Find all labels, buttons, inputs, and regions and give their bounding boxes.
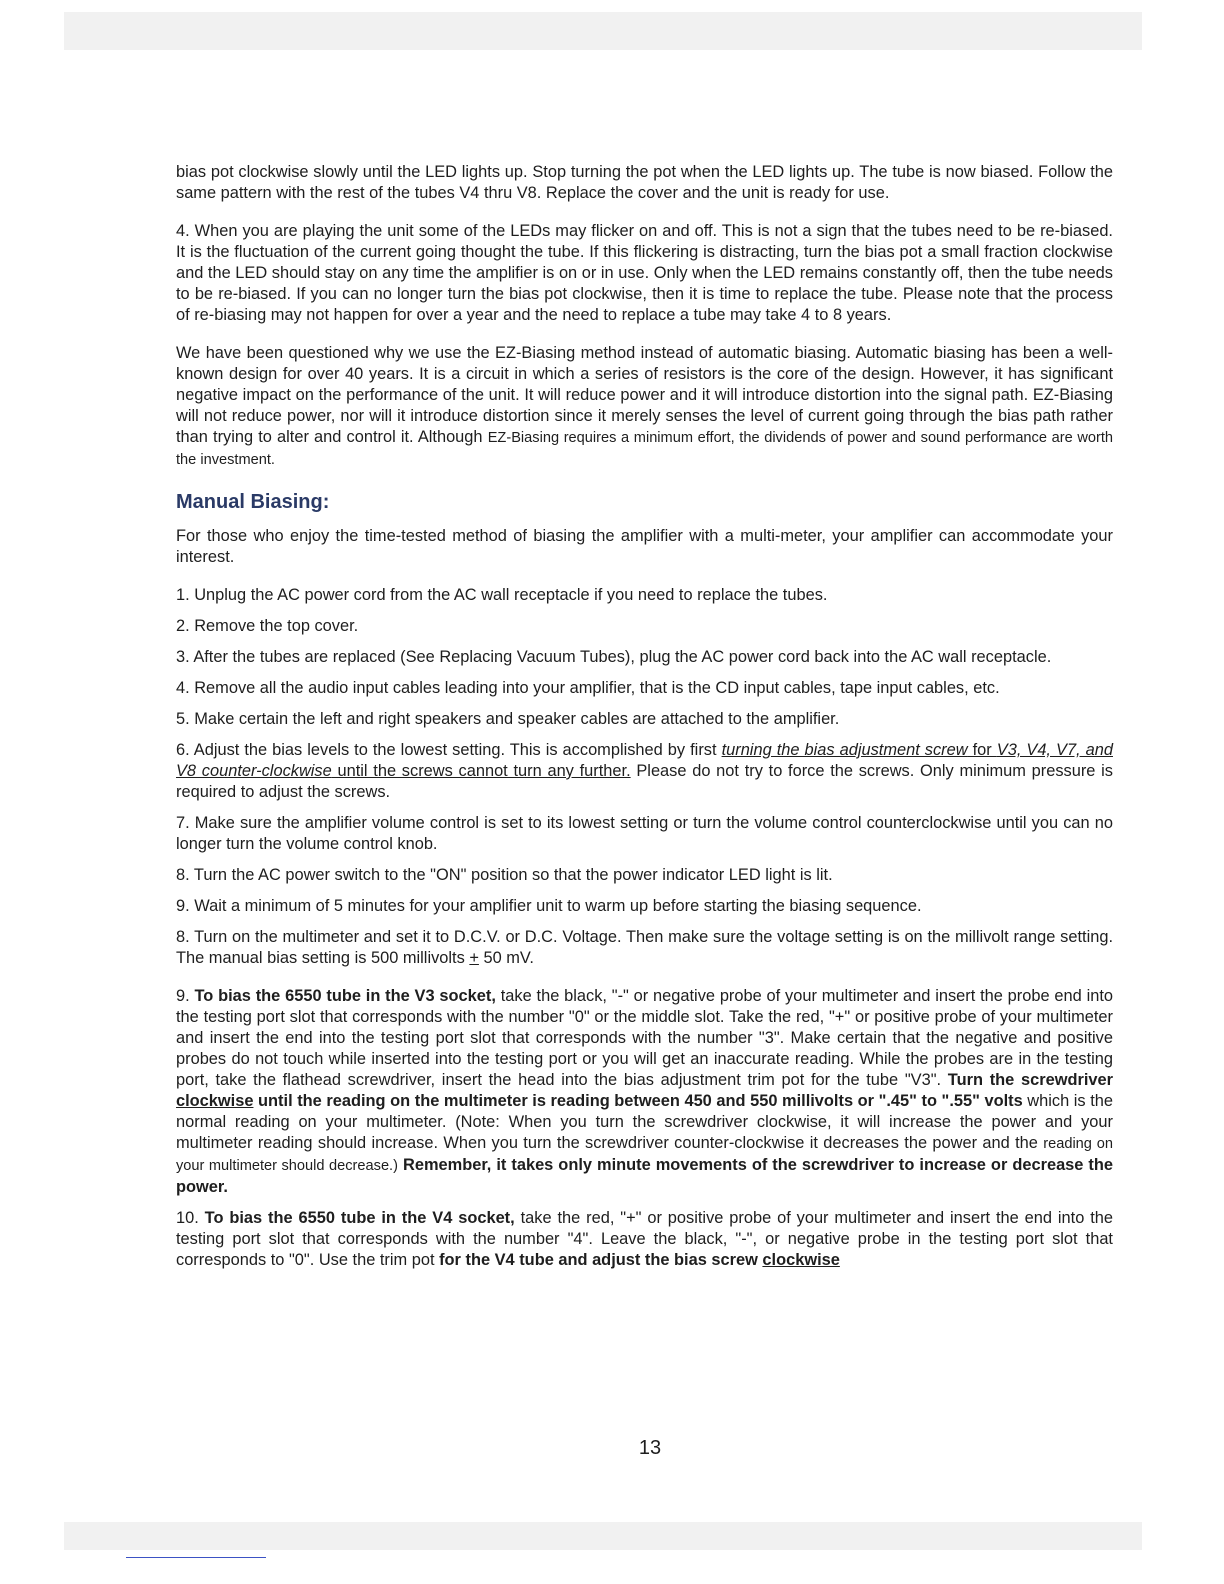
step-9-bias-v3-text: take the black, "-" or negative probe of your multimeter and insert the probe end into the testing port slot that corresponds with the number "0" or the middle slot. Take the red, "+" or positive probe of your multimeter and insert the end into the testing port slot that corresponds with the number "3". Make certain that the negative and positive probes do not touch while inserted into the testing port or you will get an inaccurate reading. While the probes are in the testing port, take the flathead screwdriver, insert the head into the bias adjustment trim pot for the tube "V3". (176, 987, 1114, 1089)
step-6-text-end: Please do not try to force the screws. Only minimum pressure is required to adjust the screws. (176, 762, 1113, 801)
step-6-emphasis-tubes: V3, V4, V7, and V8 counter-clockwise (176, 741, 1113, 780)
document-body (176, 162, 1113, 1271)
step-8-multimeter (176, 927, 1113, 969)
step-10-bias-v4-adjust: for the V4 tube and adjust the bias screw (439, 1251, 763, 1269)
step-8-multimeter-text: 8. Turn on the multimeter and set it to D.C.V. or D.C. Voltage. Then make sure the voltage setting is on the millivolt range setting. The manual bias setting is 500 millivolts (176, 928, 1113, 967)
page-number: 13 (638, 1437, 662, 1459)
step-9-bias-v3-turn: Turn the screwdriver (947, 1071, 1114, 1089)
step-9-bias-v3-clockwise: clockwise (176, 1092, 254, 1110)
step-5: 5. Make certain the left and right speakers and speaker cables are attached to the amplifier. (176, 710, 840, 728)
footer-rule (126, 1557, 266, 1558)
paragraph-led-flicker: 4. When you are playing the unit some of the LEDs may flicker on and off. This is not a sign that the tubes need to be re-biased. It is the fluctuation of the current going thought the tube. If this flickering is distracting, turn the bias pot a small fraction clockwise and the LED should stay on any time the amplifier is on or in use. Only when the LED remains constantly off, then the tube needs to be re-biased. If you can no longer turn the bias pot clockwise, then it is time to replace the tube. Please note that the process of re-biasing may not happen for over a year and the need to replace a tube may take 4 to 8 years. (176, 222, 1113, 324)
step-9-bias-v3-note-end: reading on your multimeter should decrease.) (176, 1136, 1113, 1174)
step-6-text: 6. Adjust the bias levels to the lowest setting. This is accomplished by first (176, 741, 722, 759)
step-9-bias-v3-note: which is the normal reading on your multimeter. (Note: When you turn the screwdriver clockwise, it will increase the power and your multimeter reading should increase. When you turn the screwdriver counter-clockwise it decreases the power and the (176, 1092, 1113, 1152)
step-9-bias-v3 (176, 986, 1113, 1198)
step-6 (176, 740, 1113, 803)
plus-minus-symbol: + (469, 949, 479, 967)
step-6-for: for (967, 741, 997, 759)
step-4: 4. Remove all the audio input cables leading into your amplifier, that is the CD input cables, tape input cables, etc. (176, 679, 1000, 697)
step-2: 2. Remove the top cover. (176, 617, 359, 635)
paragraph-ez-biasing (176, 343, 1113, 471)
scan-band-bottom (64, 1522, 1142, 1550)
step-9-bias-v3-remember: Remember, it takes only minute movements of the screwdriver to increase or decrease the power. (176, 1156, 1114, 1196)
step-8-multimeter-text-end: 50 mV. (478, 949, 534, 967)
step-10-bias-v4 (176, 1208, 1113, 1271)
step-7: 7. Make sure the amplifier volume control is set to its lowest setting or turn the volume control counterclockwise until you can no longer turn the volume control knob. (176, 814, 1113, 853)
step-10-bias-v4-lead: To bias the 6550 tube in the V4 socket, (204, 1209, 515, 1227)
section-heading-manual-biasing: Manual Biasing: (176, 491, 330, 513)
step-10-bias-v4-text: take the red, "+" or positive probe of your multimeter and insert the end into the testing port slot that corresponds with the number "4". Leave the black, "-", or negative probe in the testing port slot that corresponds to "0". Use the trim pot (176, 1209, 1113, 1269)
step-10-bias-v4-clockwise: clockwise (762, 1251, 840, 1269)
paragraph-intro: bias pot clockwise slowly until the LED lights up. Stop turning the pot when the LED lights up. The tube is now biased. Follow the same pattern with the rest of the tubes V4 thru V8. Replace the cover and the unit is ready for use. (176, 163, 1113, 202)
step-9-bias-v3-lead: To bias the 6550 tube in the V3 socket, (194, 987, 496, 1005)
step-9: 9. Wait a minimum of 5 minutes for your amplifier unit to warm up before starting the biasing sequence. (176, 897, 922, 915)
step-6-emphasis-until: until the screws cannot turn any further. (331, 762, 631, 780)
step-8: 8. Turn the AC power switch to the "ON" position so that the power indicator LED light is lit. (176, 866, 833, 884)
step-1: 1. Unplug the AC power cord from the AC wall receptacle if you need to replace the tubes. (176, 586, 828, 604)
step-9-bias-v3-reading: until the reading on the multimeter is reading between 450 and 550 millivolts or ".45" to ".55" volts (253, 1092, 1023, 1110)
scan-band-top (64, 12, 1142, 50)
step-10-bias-v4-number: 10. (176, 1209, 205, 1227)
step-6-emphasis-screw: turning the bias adjustment screw (721, 741, 968, 759)
step-3: 3. After the tubes are replaced (See Replacing Vacuum Tubes), plug the AC power cord back into the AC wall receptacle. (176, 648, 1052, 666)
ez-biasing-text-end: EZ-Biasing requires a minimum effort, the dividends of power and sound performance are worth the investment. (176, 430, 1114, 468)
ez-biasing-text: We have been questioned why we use the EZ-Biasing method instead of automatic biasing. Automatic biasing has been a well-known design for over 40 years. It is a circuit in which a series of resistors is the core of the design. However, it has significant negative impact on the performance of the unit. It will reduce power and it will introduce distortion into the signal path. EZ-Biasing will not reduce power, nor will it introduce distortion since it merely senses the level of current going through the bias path rather than trying to alter and control it. Although (176, 344, 1113, 446)
paragraph-manual-intro: For those who enjoy the time-tested method of biasing the amplifier with a multi-meter, your amplifier can accommodate your interest. (176, 527, 1113, 566)
step-9-bias-v3-number: 9. (176, 987, 195, 1005)
